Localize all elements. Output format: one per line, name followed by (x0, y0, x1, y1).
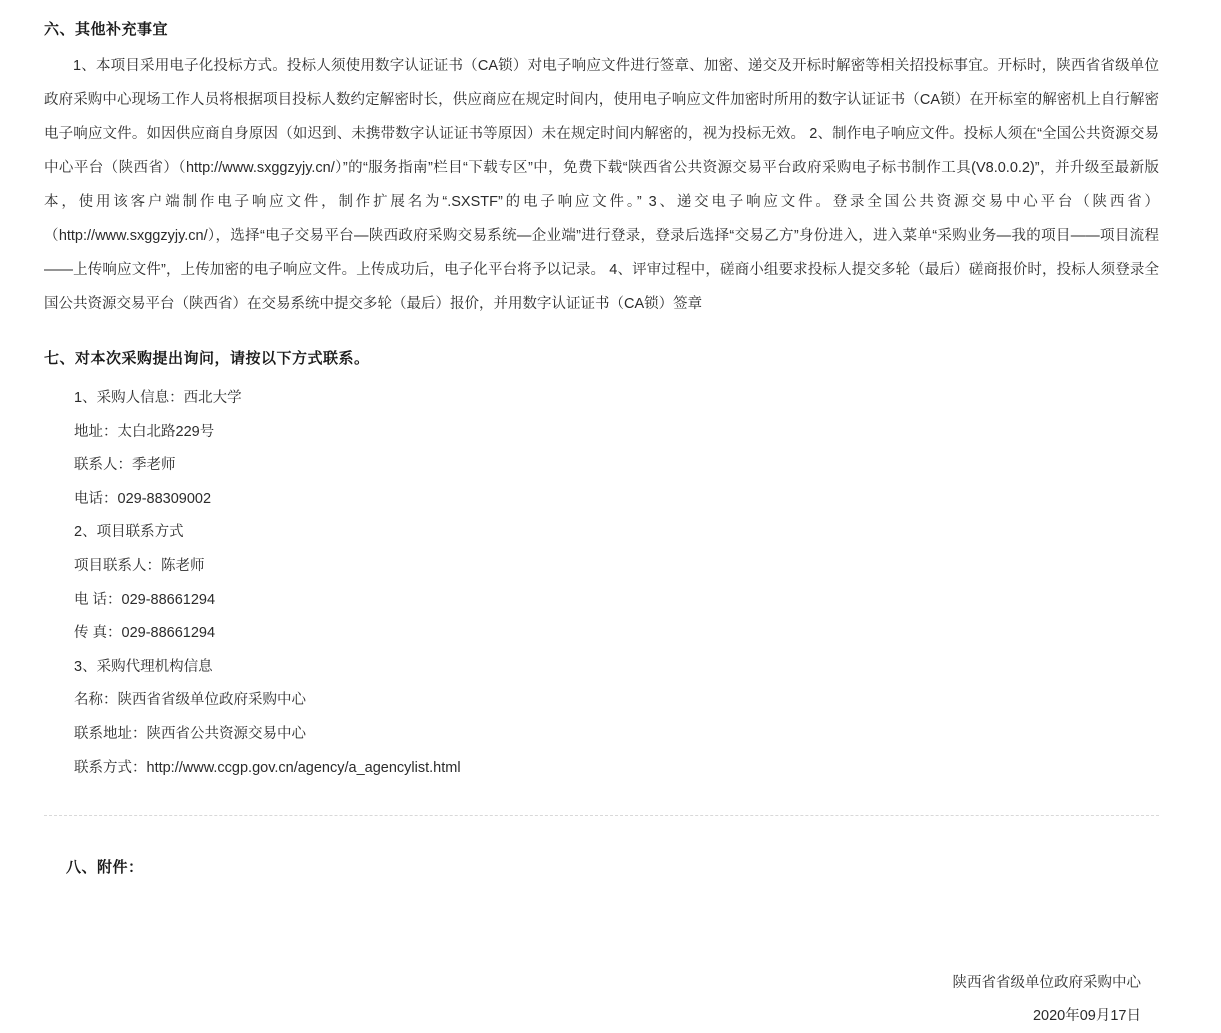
list-item: 电 话：029-88661294 (74, 591, 216, 608)
list-item: 传 真：029-88661294 (74, 625, 216, 642)
list-item: 地址：太白北路229号 (74, 423, 215, 440)
contact-info-list (44, 382, 1159, 785)
list-item: 1、采购人信息：西北大学 (74, 390, 242, 406)
list-item: 项目联系人：陈老师 (74, 557, 205, 574)
section-heading-six: 六、其他补充事宜 (44, 21, 169, 38)
signature-block (44, 967, 1159, 1033)
list-item: 联系地址：陕西省公共资源交易中心 (74, 725, 306, 742)
section-heading-seven: 七、对本次采购提出询问，请按以下方式联系。 (44, 350, 370, 367)
agency-list-url[interactable]: http://www.ccgp.gov.cn/agency/a_agencylist.html (146, 759, 461, 776)
contact-url-label: 联系方式： (74, 759, 147, 776)
section-divider (44, 815, 1159, 816)
signature-org: 陕西省省级单位政府采购中心 (952, 975, 1141, 992)
attachment-area (44, 877, 1159, 907)
list-item: 联系人：季老师 (74, 457, 176, 474)
list-item-contact-url (44, 752, 1159, 786)
list-item: 名称：陕西省省级单位政府采购中心 (74, 692, 306, 709)
signature-date: 2020年09月17日 (1032, 1008, 1141, 1025)
list-item: 电话：029-88309002 (74, 490, 212, 507)
list-item: 3、采购代理机构信息 (74, 658, 213, 675)
list-item: 2、项目联系方式 (74, 524, 184, 541)
section-heading-eight: 八、附件： (66, 859, 144, 877)
section-six-paragraph: 1、本项目采用电子化投标方式。投标人须使用数字认证证书（CA锁）对电子响应文件进行签章、加密、递交及开标时解密等相关招投标事宜。开标时，陕西省省级单位政府采购中心现场工作人员将根据项目投标人数约定解密时长，供应商应在规定时间内，使用电子响应文件加密时所用的数字认证证书（CA锁）在开标室的解密机上自行解密电子响应文件。如因供应商自身原因（如迟到、未携带数字认证证书等原因）未在规定时间内解密的，视为投标无效。 2、制作电子响应文件。投标人须在“全国公共资源交易中心平台（陕西省）（http://www.sxggzyjy.cn/）”的“服务指南”栏目“下载专区”中，免费下载“陕西省公共资源交易平台政府采购电子标书制作工具(V8.0.0.2)”，并升级至最新版本，使用该客户端制作电子响应文件，制作扩展名为“.SXSTF”的电子响应文件。” 3、递交电子响应文件。登录全国公共资源交易中心平台（陕西省）（http://www.sxggzyjy.cn/），选择“电子交易平台—陕西政府采购交易系统—企业端”进行登录，登录后选择“交易乙方”身份进入，进入菜单“采购业务—我的项目——项目流程——上传响应文件”，上传加密的电子响应文件。上传成功后，电子化平台将予以记录。 4、评审过程中，磋商小组要求投标人提交多轮（最后）磋商报价时，投标人须登录全国公共资源交易平台（陕西省）在交易系统中提交多轮（最后）报价，并用数字认证证书（CA锁）签章 (44, 58, 1159, 312)
